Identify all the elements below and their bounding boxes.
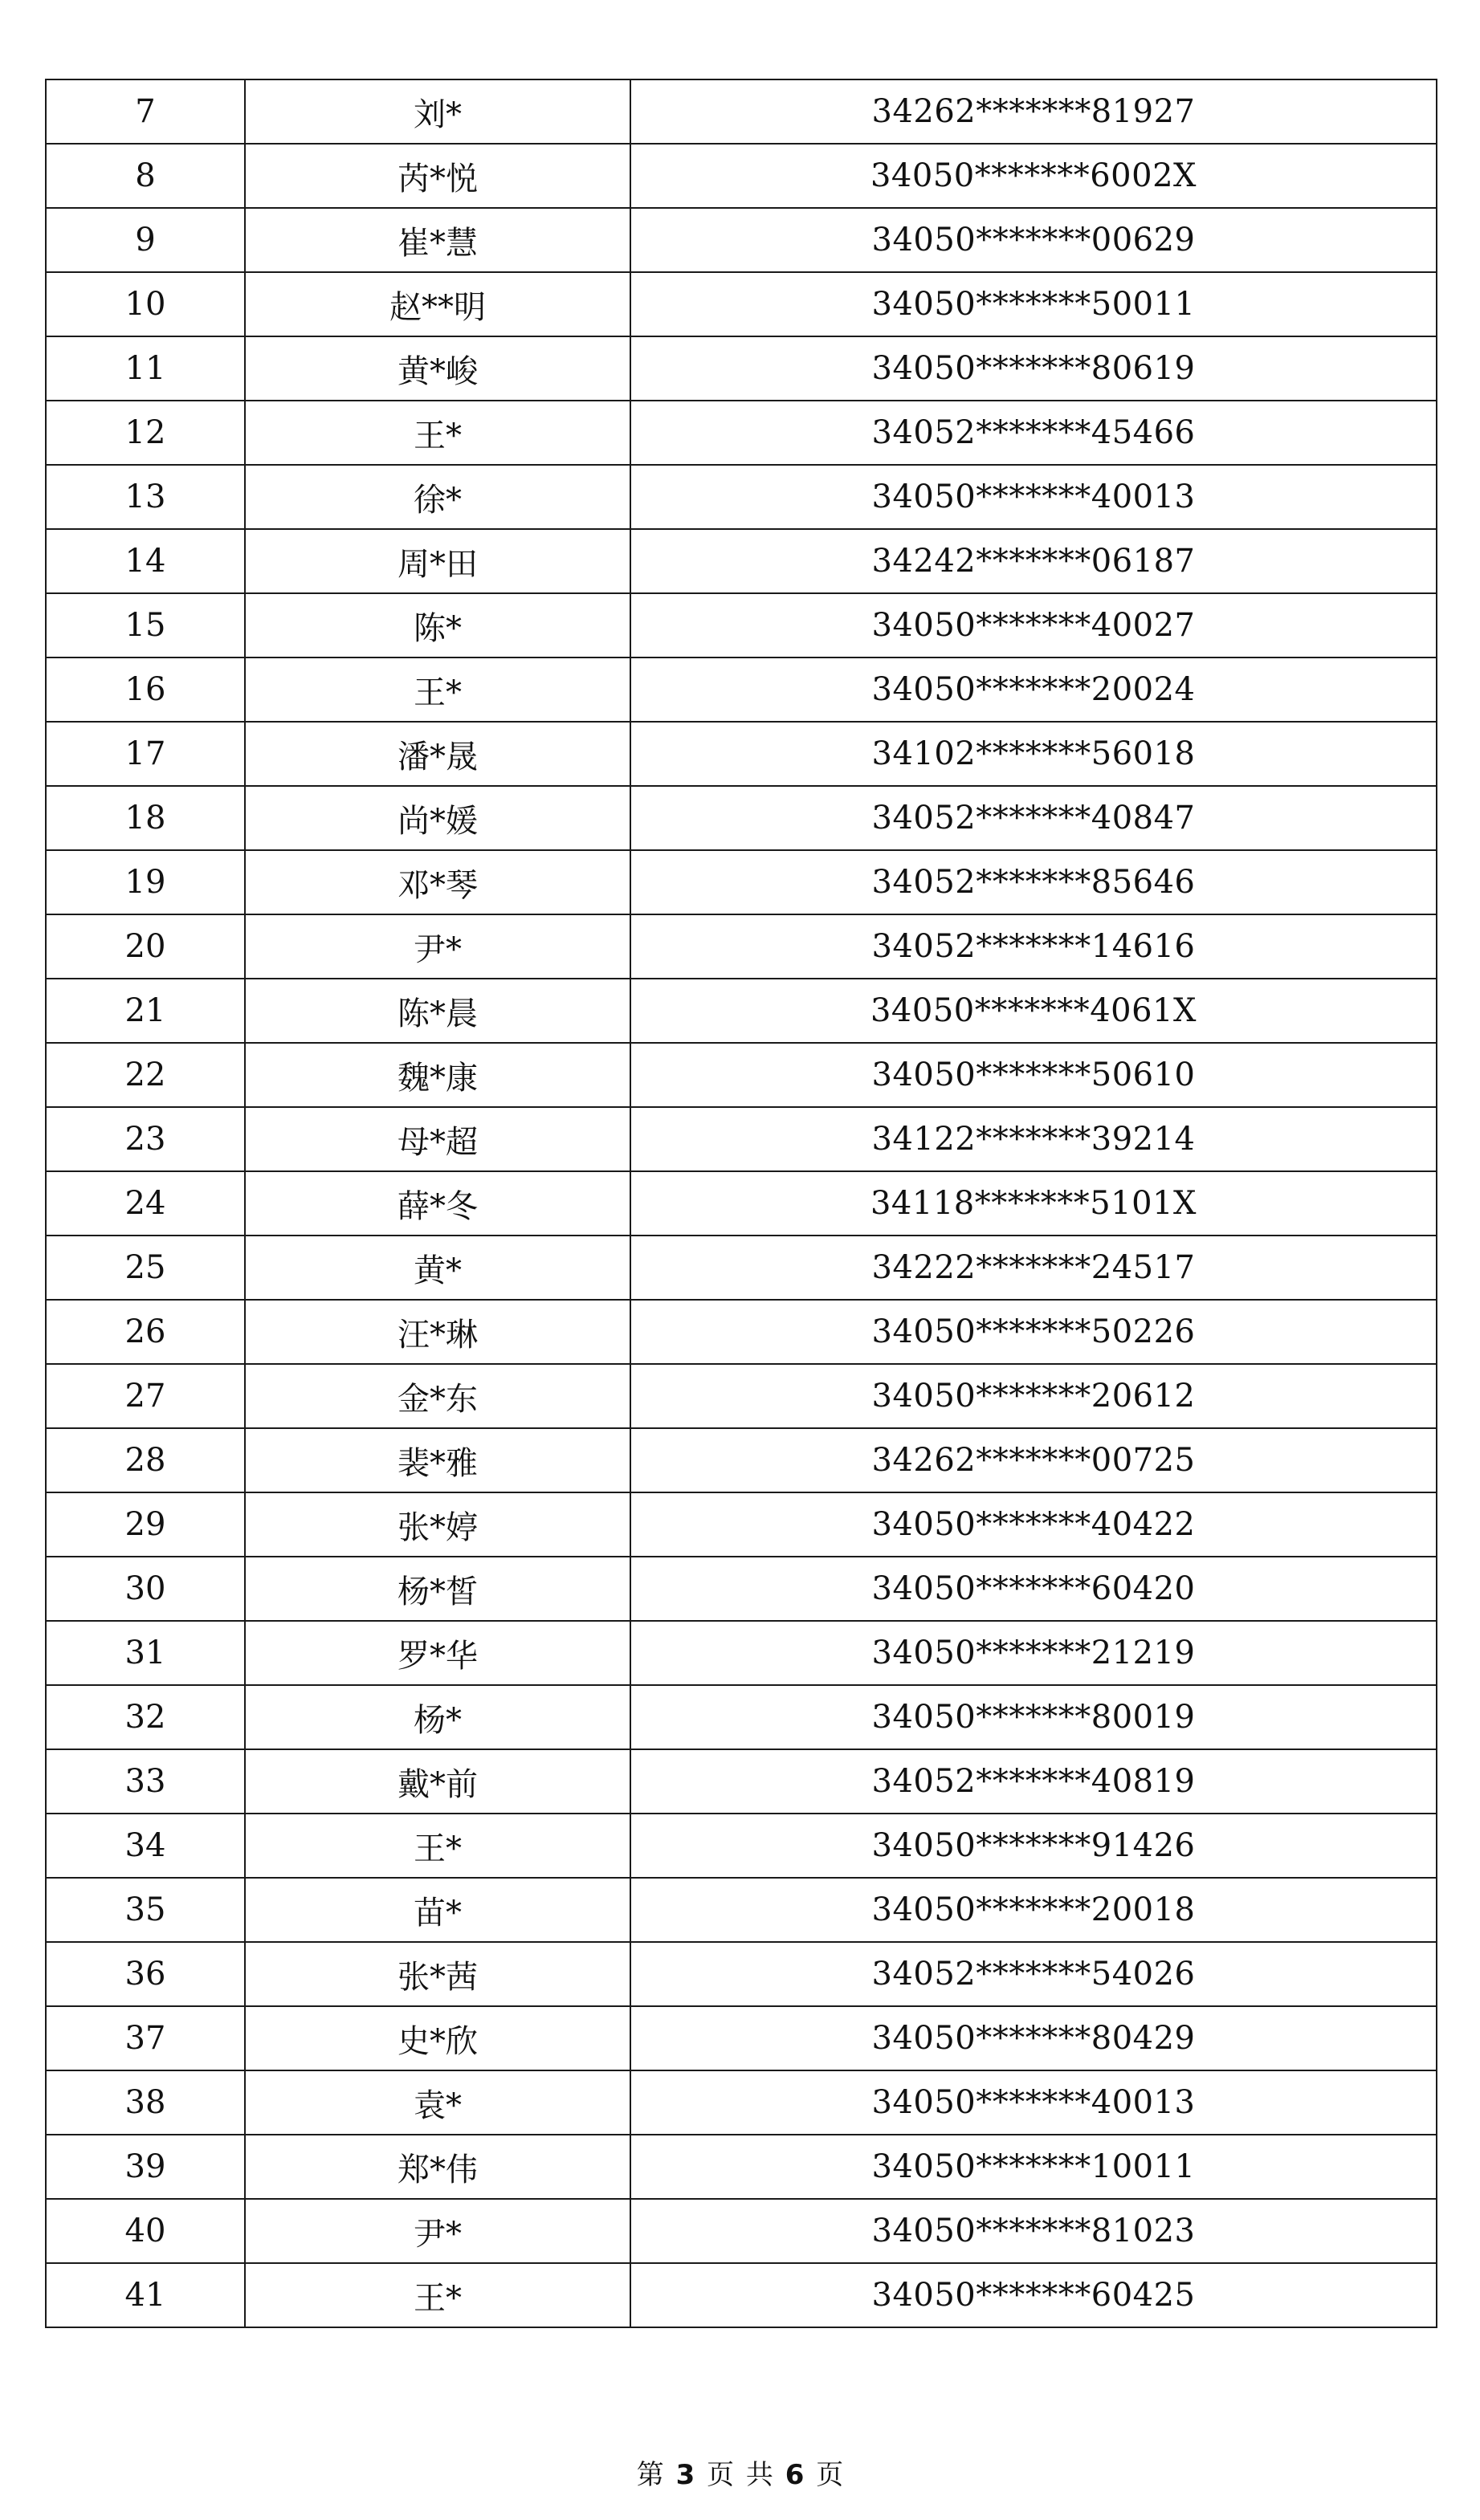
table-row (46, 1492, 1437, 1557)
id-number-cell: 34050*******60420 (630, 1557, 1437, 1621)
id-number-cell: 34050*******60425 (630, 2263, 1437, 2327)
id-number-cell: 34102*******56018 (630, 722, 1437, 786)
name-cell: 王* (245, 1814, 630, 1878)
name-cell: 黄* (245, 1236, 630, 1300)
name-cell: 崔*慧 (245, 208, 630, 272)
row-number-cell: 8 (46, 144, 245, 208)
row-number-cell: 23 (46, 1107, 245, 1171)
row-number-cell: 19 (46, 850, 245, 914)
table-row (46, 1107, 1437, 1171)
id-number-cell: 34052*******40847 (630, 786, 1437, 850)
row-number-cell: 35 (46, 1878, 245, 1942)
name-cell: 金*东 (245, 1364, 630, 1428)
row-number-cell: 11 (46, 336, 245, 401)
table-row (46, 1043, 1437, 1107)
name-cell: 王* (245, 2263, 630, 2327)
row-number-cell: 41 (46, 2263, 245, 2327)
name-cell: 苗* (245, 1878, 630, 1942)
table-row (46, 1300, 1437, 1364)
table-row (46, 2199, 1437, 2263)
id-number-cell: 34050*******81023 (630, 2199, 1437, 2263)
name-cell: 史*欣 (245, 2006, 630, 2070)
id-number-cell: 34050*******91426 (630, 1814, 1437, 1878)
table-row (46, 401, 1437, 465)
table-row (46, 144, 1437, 208)
name-cell: 陈* (245, 593, 630, 657)
table-row (46, 722, 1437, 786)
id-number-cell: 34052*******40819 (630, 1749, 1437, 1814)
row-number-cell: 30 (46, 1557, 245, 1621)
row-number-cell: 16 (46, 657, 245, 722)
table-row (46, 529, 1437, 593)
table-row (46, 1171, 1437, 1236)
name-cell: 郑*伟 (245, 2135, 630, 2199)
id-number-cell: 34050*******50011 (630, 272, 1437, 336)
table-row (46, 593, 1437, 657)
table-row (46, 657, 1437, 722)
table-row (46, 1236, 1437, 1300)
table-row (46, 336, 1437, 401)
table-row (46, 1364, 1437, 1428)
name-cell: 王* (245, 401, 630, 465)
id-number-cell: 34050*******80429 (630, 2006, 1437, 2070)
table-row (46, 786, 1437, 850)
name-cell: 芮*悦 (245, 144, 630, 208)
name-cell: 薛*冬 (245, 1171, 630, 1236)
table-row (46, 2006, 1437, 2070)
footer-prefix: 第 (636, 2459, 664, 2491)
id-number-cell: 34052*******45466 (630, 401, 1437, 465)
row-number-cell: 13 (46, 465, 245, 529)
name-cell: 杨*皙 (245, 1557, 630, 1621)
id-number-cell: 34050*******40013 (630, 2070, 1437, 2135)
table-row (46, 1685, 1437, 1749)
id-number-cell: 34222*******24517 (630, 1236, 1437, 1300)
table-row (46, 272, 1437, 336)
row-number-cell: 27 (46, 1364, 245, 1428)
name-cell: 张*茜 (245, 1942, 630, 2006)
table-row (46, 465, 1437, 529)
row-number-cell: 39 (46, 2135, 245, 2199)
footer-suffix: 页 (816, 2459, 844, 2491)
page-footer (0, 2453, 1480, 2492)
table-row (46, 1428, 1437, 1492)
name-cell: 汪*琳 (245, 1300, 630, 1364)
id-number-cell: 34050*******40013 (630, 465, 1437, 529)
table-row (46, 1749, 1437, 1814)
row-number-cell: 21 (46, 979, 245, 1043)
id-number-cell: 34050*******4061X (630, 979, 1437, 1043)
id-number-cell: 34050*******10011 (630, 2135, 1437, 2199)
id-number-cell: 34122*******39214 (630, 1107, 1437, 1171)
table-row (46, 1878, 1437, 1942)
table-row (46, 1557, 1437, 1621)
id-number-cell: 34050*******50226 (630, 1300, 1437, 1364)
name-cell: 刘* (245, 79, 630, 144)
name-cell: 张*婷 (245, 1492, 630, 1557)
row-number-cell: 7 (46, 79, 245, 144)
name-cell: 罗*华 (245, 1621, 630, 1685)
id-number-cell: 34052*******85646 (630, 850, 1437, 914)
row-number-cell: 14 (46, 529, 245, 593)
row-number-cell: 38 (46, 2070, 245, 2135)
row-number-cell: 37 (46, 2006, 245, 2070)
table-row (46, 850, 1437, 914)
id-number-cell: 34050*******21219 (630, 1621, 1437, 1685)
row-number-cell: 12 (46, 401, 245, 465)
row-number-cell: 29 (46, 1492, 245, 1557)
row-number-cell: 22 (46, 1043, 245, 1107)
id-number-cell: 34050*******40027 (630, 593, 1437, 657)
name-cell: 潘*晟 (245, 722, 630, 786)
row-number-cell: 31 (46, 1621, 245, 1685)
row-number-cell: 10 (46, 272, 245, 336)
roster-table (45, 79, 1437, 2328)
id-number-cell: 34050*******6002X (630, 144, 1437, 208)
row-number-cell: 9 (46, 208, 245, 272)
name-cell: 尚*媛 (245, 786, 630, 850)
name-cell: 周*田 (245, 529, 630, 593)
id-number-cell: 34050*******50610 (630, 1043, 1437, 1107)
name-cell: 黄*峻 (245, 336, 630, 401)
current-page-number: 3 (675, 2459, 695, 2491)
table-row (46, 2135, 1437, 2199)
table-row (46, 1942, 1437, 2006)
name-cell: 袁* (245, 2070, 630, 2135)
row-number-cell: 40 (46, 2199, 245, 2263)
row-number-cell: 28 (46, 1428, 245, 1492)
table-row (46, 2263, 1437, 2327)
row-number-cell: 32 (46, 1685, 245, 1749)
id-number-cell: 34050*******20018 (630, 1878, 1437, 1942)
table-row (46, 979, 1437, 1043)
name-cell: 邓*琴 (245, 850, 630, 914)
id-number-cell: 34050*******80619 (630, 336, 1437, 401)
table-row (46, 208, 1437, 272)
table-row (46, 914, 1437, 979)
name-cell: 魏*康 (245, 1043, 630, 1107)
id-number-cell: 34052*******14616 (630, 914, 1437, 979)
id-number-cell: 34050*******20024 (630, 657, 1437, 722)
name-cell: 尹* (245, 914, 630, 979)
name-cell: 杨* (245, 1685, 630, 1749)
id-number-cell: 34050*******20612 (630, 1364, 1437, 1428)
row-number-cell: 36 (46, 1942, 245, 2006)
row-number-cell: 18 (46, 786, 245, 850)
id-number-cell: 34262*******00725 (630, 1428, 1437, 1492)
name-cell: 徐* (245, 465, 630, 529)
name-cell: 赵**明 (245, 272, 630, 336)
row-number-cell: 25 (46, 1236, 245, 1300)
row-number-cell: 33 (46, 1749, 245, 1814)
id-number-cell: 34262*******81927 (630, 79, 1437, 144)
footer-middle: 页 共 (707, 2459, 773, 2491)
table-row (46, 1814, 1437, 1878)
name-cell: 戴*前 (245, 1749, 630, 1814)
id-number-cell: 34118*******5101X (630, 1171, 1437, 1236)
name-cell: 陈*晨 (245, 979, 630, 1043)
name-cell: 尹* (245, 2199, 630, 2263)
id-number-cell: 34242*******06187 (630, 529, 1437, 593)
row-number-cell: 17 (46, 722, 245, 786)
name-cell: 王* (245, 657, 630, 722)
id-number-cell: 34052*******54026 (630, 1942, 1437, 2006)
name-cell: 裴*雅 (245, 1428, 630, 1492)
row-number-cell: 26 (46, 1300, 245, 1364)
table-row (46, 79, 1437, 144)
table-row (46, 1621, 1437, 1685)
id-number-cell: 34050*******80019 (630, 1685, 1437, 1749)
id-number-cell: 34050*******40422 (630, 1492, 1437, 1557)
row-number-cell: 20 (46, 914, 245, 979)
row-number-cell: 34 (46, 1814, 245, 1878)
table-row (46, 2070, 1437, 2135)
roster-table-body (46, 79, 1437, 2327)
name-cell: 母*超 (245, 1107, 630, 1171)
row-number-cell: 24 (46, 1171, 245, 1236)
id-number-cell: 34050*******00629 (630, 208, 1437, 272)
total-pages-number: 6 (785, 2459, 805, 2491)
row-number-cell: 15 (46, 593, 245, 657)
